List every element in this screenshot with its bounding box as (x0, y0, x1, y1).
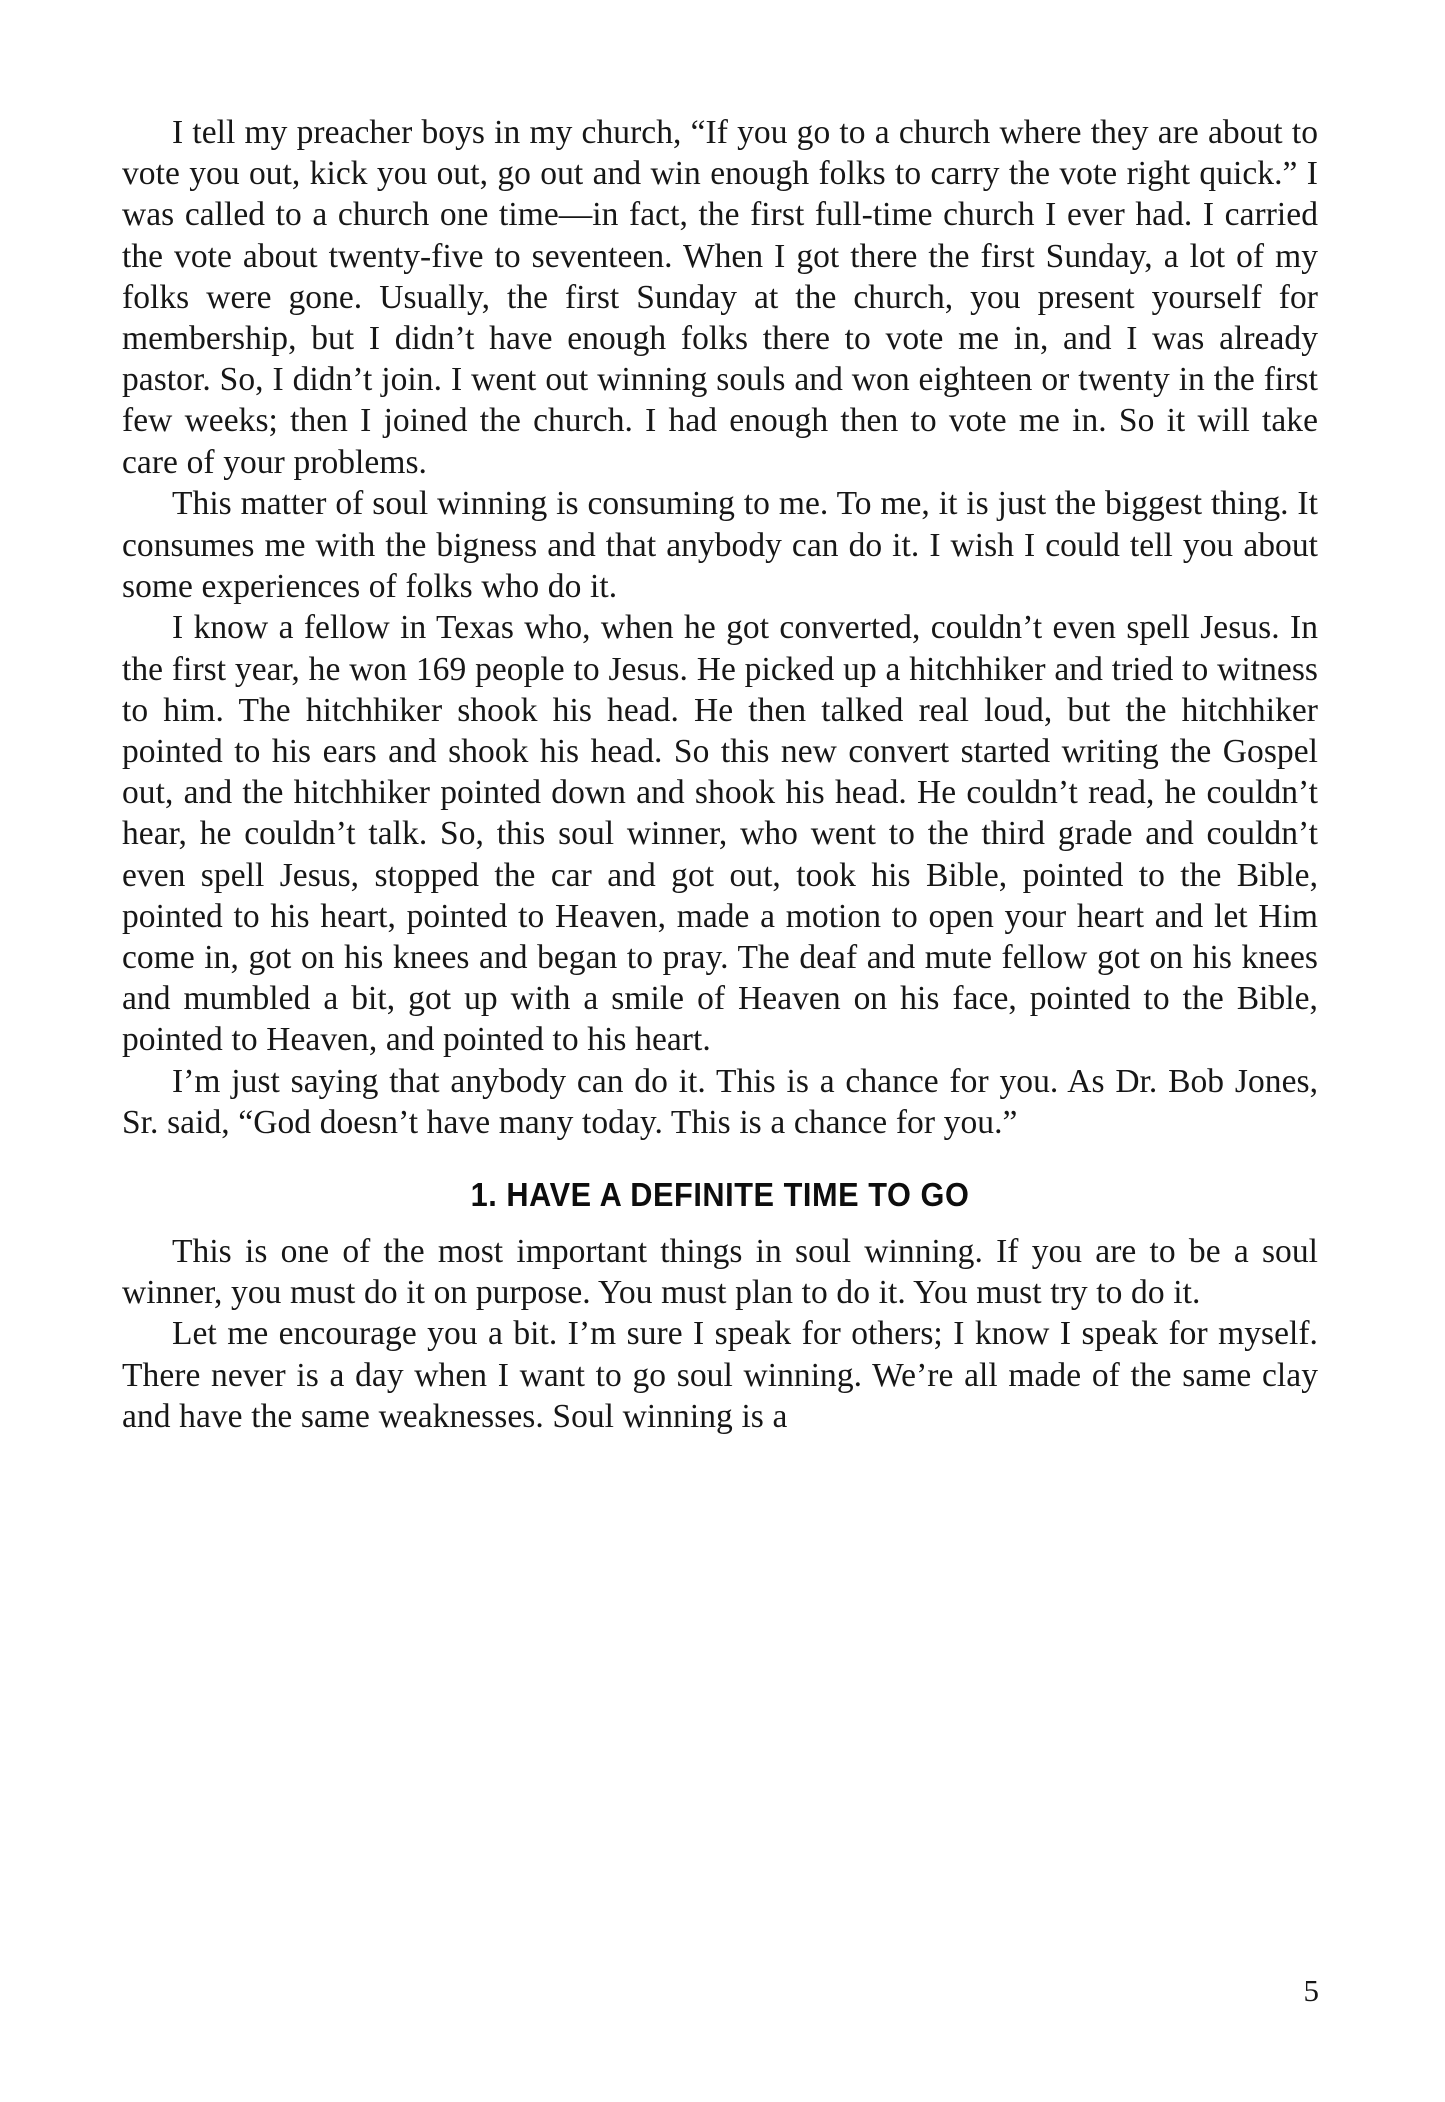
paragraph-texas-fellow: I know a fellow in Texas who, when he got converted, couldn’t even spell Jesus. In the first year, he won 169 people to Jesus. He picked up a hitchhiker and tried to witness to him. The hitchhiker shook his head. He then talked real loud, but the hitchhiker pointed to his ears and shook his head. So this new convert started writing the Gospel out, and the hitchhiker pointed down and shook his head. He couldn’t read, he couldn’t hear, he couldn’t talk. So, this soul winner, who went to the third grade and couldn’t even spell Jesus, stopped the car and got out, took his Bible, pointed to the Bible, pointed to his heart, pointed to Heaven, made a motion to open your heart and let Him come in, got on his knees and began to pray. The deaf and mute fellow got on his knees and mumbled a bit, got up with a smile of Heaven on his face, pointed to the Bible, pointed to Heaven, and pointed to his heart. (122, 609, 1318, 1059)
paragraph-anybody-can: I’m just saying that anybody can do it. This is a chance for you. As Dr. Bob Jones, Sr. said, “God doesn’t have many today. This is a chance for you.” (122, 1063, 1318, 1142)
paragraph-encourage: Let me encourage you a bit. I’m sure I speak for others; I know I speak for myself. There never is a day when I want to go soul winning. We’re all made of the same clay and have the same weaknesses. Soul winning is a (122, 1315, 1318, 1435)
section-heading: 1. HAVE A DEFINITE TIME TO GO (470, 1175, 970, 1213)
text-column (122, 112, 1318, 1438)
page-number: 5 (1303, 1973, 1319, 2008)
paragraph-consuming: This matter of soul winning is consuming to me. To me, it is just the biggest thing. It consumes me with the bigness and that anybody can do it. I wish I could tell you about some experiences of folks who do it. (122, 485, 1318, 605)
paragraph-preacher-boys: I tell my preacher boys in my church, “If you go to a church where they are about to vote you out, kick you out, go out and win enough folks to carry the vote right quick.” I was called to a church one time—in fact, the first full-time church I ever had. I carried the vote about twenty-five to seventeen. When I got there the first Sunday, a lot of my folks were gone. Usually, the first Sunday at the church, you present yourself for membership, but I didn’t have enough folks there to vote me in, and I was already pastor. So, I didn’t join. I went out winning souls and won eighteen or twenty in the first few weeks; then I joined the church. I had enough then to vote me in. So it will take care of your problems. (122, 114, 1318, 481)
paragraph-most-important: This is one of the most important things in soul winning. If you are to be a soul winner, you must do it on purpose. You must plan to do it. You must try to do it. (122, 1232, 1318, 1311)
